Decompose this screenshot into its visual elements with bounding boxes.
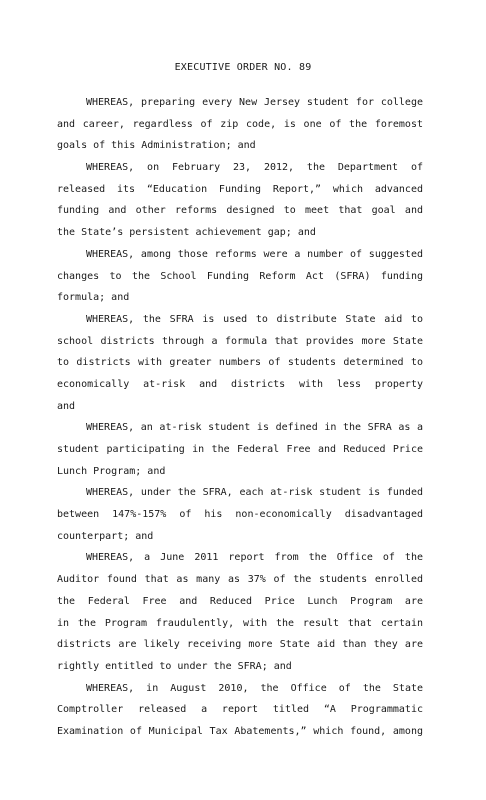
paragraph-line: districts are likely receiving more State aid than they are <box>57 639 423 651</box>
paragraph-line: Auditor found that as many as 37% of the students enrolled <box>57 574 423 586</box>
paragraph-8 <box>57 678 423 743</box>
paragraph-line: and <box>57 400 76 412</box>
paragraph-line: released its “Education Funding Report,” which advanced <box>57 183 423 195</box>
paragraph-line: funding and other reforms designed to meet that goal and <box>57 205 423 217</box>
paragraph-line: WHEREAS, a June 2011 report from the Office of the <box>86 552 423 564</box>
paragraph-line: WHEREAS, among those reforms were a number of suggested <box>86 248 423 260</box>
paragraph-line: to districts with greater numbers of students determined to <box>57 357 423 369</box>
paragraph-line: counterpart; and <box>57 530 154 542</box>
paragraph-line: the State’s persistent achievement gap; and <box>57 227 316 239</box>
paragraph-line: the Federal Free and Reduced Price Lunch Program are <box>57 595 423 607</box>
paragraph-3 <box>57 244 423 309</box>
paragraph-line: WHEREAS, preparing every New Jersey student for college <box>86 97 423 108</box>
paragraph-line: rightly entitled to under the SFRA; and <box>57 660 292 672</box>
paragraph-5 <box>57 417 423 482</box>
paragraph-7 <box>57 547 423 677</box>
paragraph-line: WHEREAS, in August 2010, the Office of the State <box>86 682 423 694</box>
paragraph-line: Lunch Program; and <box>57 465 166 477</box>
paragraph-line: between 147%-157% of his non-economically disadvantaged <box>57 509 423 521</box>
paragraph-1 <box>57 92 423 157</box>
paragraph-line: student participating in the Federal Free and Reduced Price <box>57 444 423 455</box>
document-body <box>57 92 423 743</box>
paragraph-line: and career, regardless of zip code, is one of the foremost <box>57 118 423 130</box>
paragraph-line: changes to the School Funding Reform Act (SFRA) funding <box>57 270 423 282</box>
paragraph-line: goals of this Administration; and <box>57 140 256 152</box>
paragraph-line: Comptroller released a report titled “A Programmatic <box>57 704 423 716</box>
paragraph-4 <box>57 309 423 417</box>
paragraph-line: economically at-risk and districts with less property <box>57 378 423 390</box>
paragraph-line: formula; and <box>57 292 130 304</box>
paragraph-2 <box>57 157 423 244</box>
paragraph-6 <box>57 482 423 547</box>
document-title: EXECUTIVE ORDER NO. 89 <box>174 62 312 73</box>
paragraph-line: WHEREAS, on February 23, 2012, the Department of <box>86 162 423 174</box>
paragraph-line: WHEREAS, under the SFRA, each at-risk student is funded <box>86 487 423 499</box>
paragraph-line: school districts through a formula that provides more State <box>57 335 423 347</box>
paragraph-line: in the Program fraudulently, with the result that certain <box>57 617 423 629</box>
paragraph-line: WHEREAS, the SFRA is used to distribute State aid to <box>86 313 423 325</box>
paragraph-line: Examination of Municipal Tax Abatements,” which found, among <box>57 725 423 737</box>
paragraph-line: WHEREAS, an at-risk student is defined in the SFRA as a <box>86 422 423 434</box>
